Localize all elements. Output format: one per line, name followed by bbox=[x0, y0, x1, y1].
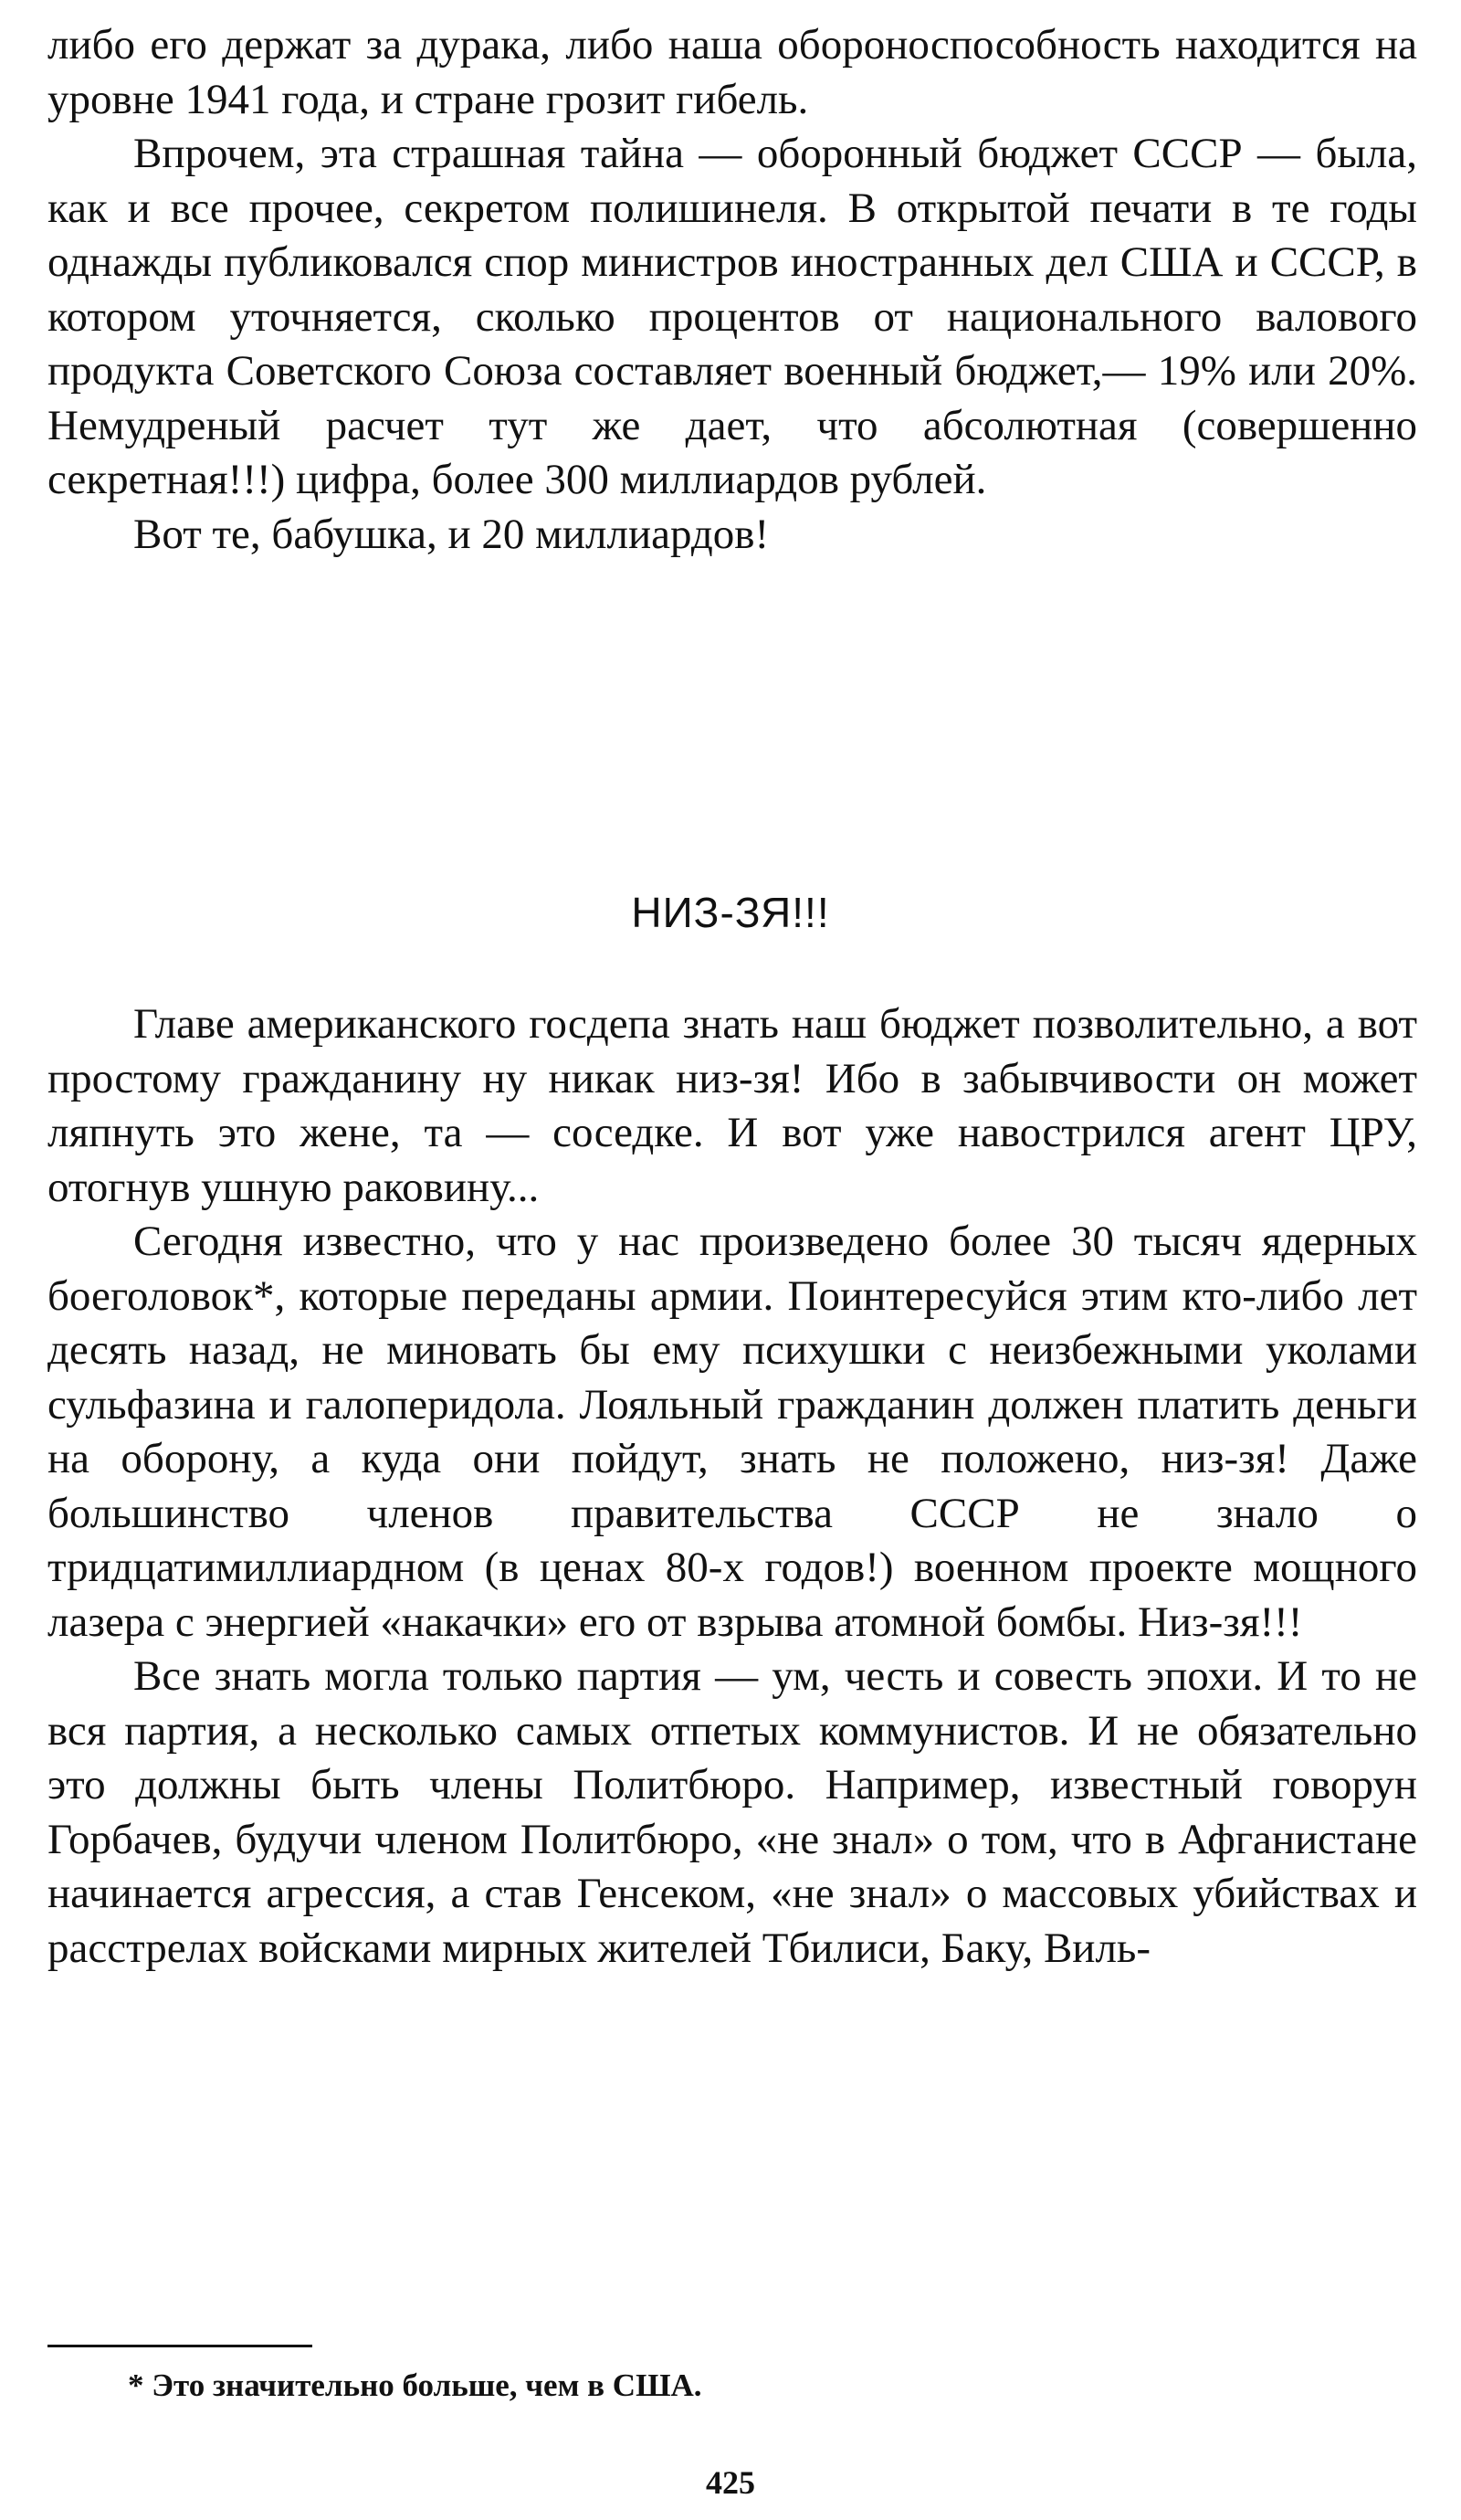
top-text-section bbox=[47, 18, 1417, 562]
paragraph-party-knowledge: Все знать могла только партия — ум, честь и совесть эпохи. И то не вся партия, а несколько самых отпетых коммунистов. И не обязательно это должны быть члены Политбюро. Например, известный говорун Горбачев, будучи членом Политбюро, «не знал» о том, что в Афганистане начинается агрессия, а став Генсеком, «не знал» о массовых убийствах и расстрелах войсками мирных жителей Тбилиси, Баку, Виль- bbox=[47, 1652, 1417, 1972]
paragraph-defense-budget: Впрочем, эта страшная тайна — оборонный бюджет СССР — была, как и все прочее, секретом полишинеля. В открытой печати в те годы однажды публиковался спор министров иностранных дел США и СССР, в котором уточняется, сколько процентов от национального валового продукта Советского Союза составляет военный бюджет,— 19% или 20%. Немудреный расчет тут же дает, что абсолютная (совершенно секретная!!!) цифра, более 300 миллиардов рублей. bbox=[47, 130, 1417, 503]
footnote-divider bbox=[47, 2345, 312, 2347]
section-heading: НИЗ-ЗЯ!!! bbox=[631, 889, 830, 936]
paragraph-continuation: либо его держат за дурака, либо наша обороноспособность находится на уровне 1941 года, и стране грозит гибель. bbox=[47, 21, 1417, 123]
paragraph-state-department: Главе американского госдепа знать наш бюджет позволительно, а вот простому гражданину ну никак низ-зя! Ибо в забывчивости он может ляпнуть это жене, та — соседке. И вот уже навострился агент ЦРУ, отогнув ушную раковину... bbox=[47, 1000, 1417, 1211]
main-text-section bbox=[47, 997, 1417, 1976]
paragraph-nuclear-warheads: Сегодня известно, что у нас произведено более 30 тысяч ядерных боеголовок*, которые переданы армии. Поинтересуйся этим кто-либо лет десять назад, не миновать бы ему психушки с неизбежными уколами сульфазина и галоперидола. Лояльный гражданин должен платить деньги на оборону, а куда они пойдут, знать не положено, низ-зя! Даже большинство членов правительства СССР не знало о тридцатимиллиардном (в ценах 80-х годов!) военном проекте мощного лазера с энергией «накачки» его от взрыва атомной бомбы. Низ-зя!!! bbox=[47, 1218, 1417, 1646]
page-number: 425 bbox=[706, 2464, 755, 2501]
footnote: * Это значительно больше, чем в США. bbox=[128, 2367, 702, 2403]
paragraph-exclamation: Вот те, бабушка, и 20 миллиардов! bbox=[133, 510, 770, 558]
